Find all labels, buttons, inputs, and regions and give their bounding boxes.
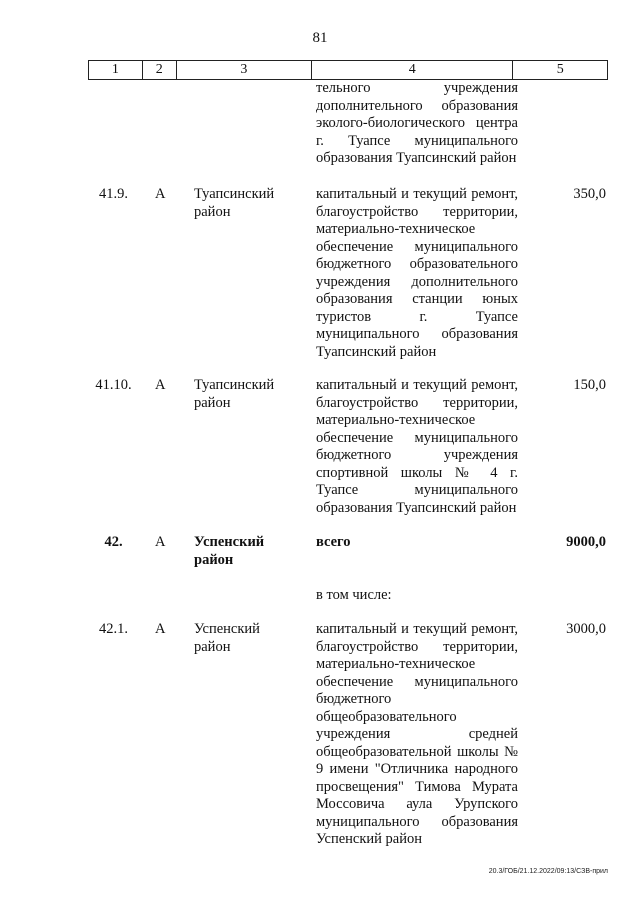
row-description: всего: [316, 534, 351, 550]
page-number: 81: [312, 30, 328, 46]
row-category: А: [155, 377, 166, 393]
row-region: Успенский район: [194, 534, 265, 568]
row-number: 42.1.: [99, 621, 128, 637]
row-category: А: [155, 186, 166, 202]
subheading-text: в том числе:: [316, 587, 392, 603]
header-col-2: 2: [143, 61, 177, 79]
continuation-description: тельного учреждения дополнительного образования эколого-биологического центра г. Туапсе муниципального образования Туапсинский район: [316, 80, 518, 166]
row-number: 41.9.: [99, 186, 128, 202]
row-category: А: [155, 534, 166, 550]
row-region: Туапсинский район: [194, 377, 275, 411]
row-description: капитальный и текущий ремонт, благоустройство территории, материально-техническое обеспечение муниципального бюджетного учреждения спортивной школы № 4 г. Туапсе муниципального образования Туапсинский район: [316, 377, 518, 516]
row-number: 41.10.: [95, 377, 132, 393]
row-region: Успенский район: [194, 621, 260, 655]
row-description: капитальный и текущий ремонт, благоустройство территории, материально-техническое обеспечение муниципального бюджетного общеобразовательного учреждения средней общеобразовательной школы № 9 имени "Отличника народного просвещения" Тимова Мурата Моссовича аула Урупского муниципального образования Успенский район: [316, 621, 518, 847]
header-col-5: 5: [556, 62, 564, 77]
row-amount: 150,0: [573, 377, 606, 393]
row-amount: 3000,0: [566, 621, 606, 637]
row-amount: 350,0: [573, 186, 606, 202]
header-col-3: 3: [177, 61, 312, 79]
header-col-1: 1: [89, 61, 143, 79]
footer-code: 20.3/ГОБ/21.12.2022/09:13/СЗВ-прил: [488, 868, 608, 875]
row-description: капитальный и текущий ремонт, благоустройство территории, материально-техническое обеспечение муниципального бюджетного образовательного учреждения дополнительного образования станции юных туристов г. Туапсе муниципального образования Туапсинский район: [316, 186, 518, 360]
table-header-row: [88, 60, 608, 80]
row-amount: 9000,0: [566, 534, 606, 550]
row-number: 42.: [104, 534, 123, 550]
header-col-4: 4: [312, 61, 513, 79]
row-category: А: [155, 621, 166, 637]
row-region: Туапсинский район: [194, 186, 275, 220]
